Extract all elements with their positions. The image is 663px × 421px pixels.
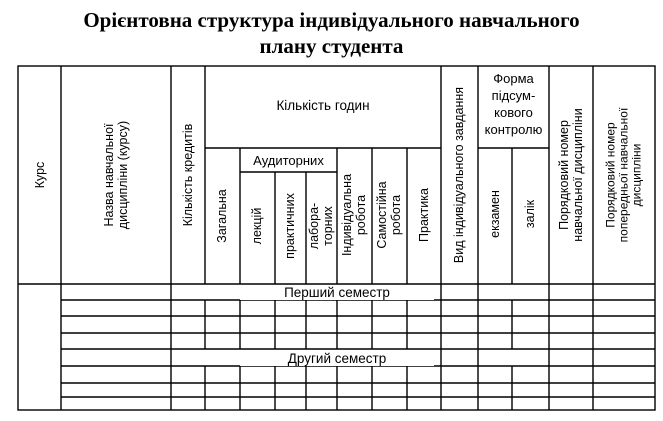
header-individual-work: Індивідуальна робота [340,173,368,257]
header-practical: практичних [283,193,297,259]
header-laboratory: лабора-торних [307,202,335,250]
header-credit-test: залік [523,199,537,229]
page-title-line-2: плану студента [259,34,404,58]
header-prev-discipline-number: Порядковий номер попередньої навчальної дисципліни [603,107,644,243]
header-individual-task-type: Вид індивідуального завдання [452,86,466,264]
semester-first-label: Перший семестр [240,285,434,300]
header-discipline-name: Назва навчальної дисципліни (курсу) [102,120,130,230]
header-final-control-form: Форма підсум-кового контролю [484,71,543,137]
header-lectures: лекцій [250,207,264,245]
page-title-line-1: Орієнтовна структура індивідуального навчального [83,8,580,32]
header-total: Загальна [215,189,229,243]
header-hours: Кількість годин [276,98,370,113]
header-credits: Кількість кредитів [181,123,195,227]
header-exam: екзамен [488,190,502,238]
header-classroom: Аудиторних [253,153,324,168]
header-practice: Практика [417,188,431,242]
header-course: Курс [33,161,47,189]
semester-second-label: Другий семестр [240,351,434,366]
header-discipline-number: Порядковий номер навчальної дисципліни [557,108,585,242]
header-self-work: Самостійна робота [375,181,403,249]
